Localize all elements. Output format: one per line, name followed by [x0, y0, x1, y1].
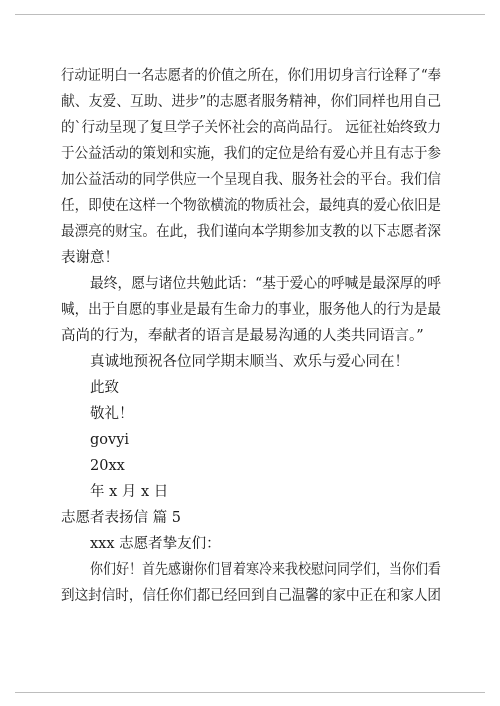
greeting-line [61, 531, 441, 557]
line-text: 喊，出于自愿的事业是最有生命力的事业，服务他人的行为是最 [61, 302, 441, 318]
line-text: 真诚地预祝各位同学期末顺当、欢乐与爱心同在！ [90, 354, 409, 370]
paragraph-first-line [61, 271, 441, 297]
line-text: 你们好！首先感谢你们冒着寒冷来我校慰问同学们，当你们看 [90, 562, 441, 578]
text-line [61, 141, 441, 167]
line-text: 最终，愿与诸位共勉此话：“基于爱心的呼喊是最深厚的呼 [90, 276, 441, 292]
salutation-line [61, 401, 441, 427]
line-text: 此致 [90, 380, 119, 396]
year-line [61, 453, 441, 479]
paragraph-first-line [61, 557, 441, 583]
line-text: 志愿者表扬信 篇 5 [61, 510, 181, 526]
line-text: 敬礼！ [90, 406, 134, 422]
line-text: 加公益活动的同学供应一个呈现自我、服务社会的平台。我们信 [61, 172, 441, 188]
wishes-line [61, 349, 441, 375]
section-heading [61, 505, 441, 531]
signature-line [61, 427, 441, 453]
line-text: 的`行动呈现了复旦学子关怀社会的高尚品行。 远征社始终致力 [61, 120, 441, 136]
line-text: 最漂亮的财宝。在此，我们谨向本学期参加支教的以下志愿者深 [61, 224, 441, 240]
text-line [61, 89, 441, 115]
line-text: xxx 志愿者挚友们： [90, 536, 221, 552]
text-line [61, 583, 441, 609]
line-text: 高尚的行为，奉献者的语言是最易沟通的人类共同语言。” [61, 328, 424, 344]
text-line [61, 193, 441, 219]
text-line [61, 297, 441, 323]
line-text: 表谢意！ [61, 250, 119, 266]
text-line [61, 63, 441, 89]
text-line [61, 219, 441, 245]
closing-line [61, 375, 441, 401]
letter-body [61, 63, 441, 609]
line-text: 到这封信时，信任你们都已经回到自己温馨的家中正在和家人团 [61, 588, 441, 604]
line-text: 任，即使在这样一个物欲横流的物质社会，最纯真的爱心依旧是 [61, 198, 441, 214]
line-text: govyi [90, 432, 130, 448]
line-text: 于公益活动的策划和实施，我们的定位是给有爱心并且有志于参 [61, 146, 441, 162]
top-rule [15, 14, 485, 15]
bottom-rule [15, 692, 485, 693]
line-text: 年 x 月 x 日 [90, 484, 169, 500]
line-text: 献、友爱、互助、进步”的志愿者服务精神，你们同样也用自己 [61, 94, 441, 110]
text-line [61, 167, 441, 193]
line-text: 行动证明白一名志愿者的价值之所在，你们用切身言行诠释了“奉 [61, 68, 441, 84]
line-text: 20xx [90, 458, 125, 474]
text-line [61, 323, 441, 349]
text-line [61, 115, 441, 141]
date-line [61, 479, 441, 505]
text-line [61, 245, 441, 271]
